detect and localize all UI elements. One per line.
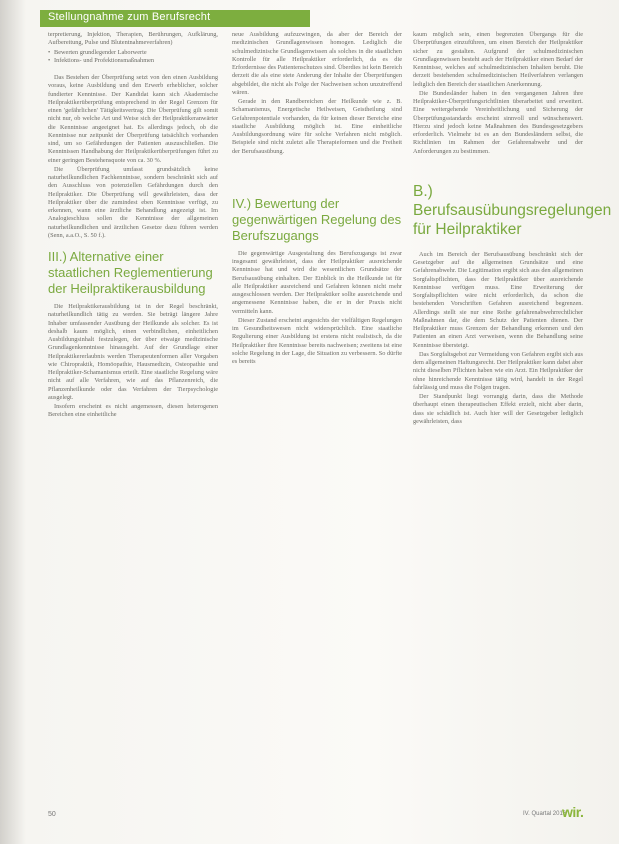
section-header-title: Stellungnahme zum Berufsrecht <box>48 11 211 23</box>
section-heading: III.) Alternative einer staatlichen Reglementierung der Heilpraktikerausbildung <box>48 249 213 296</box>
section-heading: B.) Berufsausübungsregelungen für Heilpraktiker <box>413 182 612 238</box>
list-item: • Bewerten grundlegender Laborwerte <box>48 49 218 57</box>
section-heading: IV.) Bewertung der gegenwärtigen Regelung des Berufszugangs <box>232 195 402 243</box>
list-item: • Infektions- und Profektionsmaßnahmen <box>48 57 218 65</box>
issue-label: IV. Quartal 2016 <box>523 811 567 817</box>
intro-text: terpretierung, Injektion, Therapien, Berührungen, Aufklärung, Aufbereitung, Pulse und Blutentnahmeverfahren) <box>48 31 218 47</box>
column-right <box>413 0 612 844</box>
paragraph: Die gegenwärtige Ausgestaltung des Berufszugangs ist zwar insgesamt gewährleistet, dass der Heilpraktiker ausreichende Kenntnisse hat und wird die wesentlichen Grundsätze der Berufsausübung einhalten. Der Einblick in die Heilkunde ist für alle Heilpraktiker ausreichend und Gefahren können nicht mehr ausgeschlossen werden. Der Heilpraktiker sollte ausreichende und angemessene Kenntnisse haben, die er in der Praxis nicht vermitteln kann. <box>232 249 402 315</box>
paragraph: Die Bundesländer haben in den vergangenen Jahren ihre Heilpraktiker-Überprüfungsrichtlinien überarbeitet und erweitert. Eine weitergehende Vereinheitlichung und Sicherung der Überprüfungsstandards erscheint sinnvoll und wünschenswert. Hierzu sind jedoch keine Maßnahmen des Bundesgesetzgebers erforderlich. Vielmehr ist es an den Bundesländern selbst, die Richtlinien im Rahmen der Gefahrenabwehr und der Anforderungen zu bestimmen. <box>413 89 583 155</box>
paragraph: kaum möglich sein, einen begrenzten Übergangs für die Überprüfungen einzuführen, um einen Bereich der Heilpraktiker sicher zu gestalten. Aufgrund der schulmedizinischen Grundlagenwissen besteht auch der Heilpraktiker einen Bedarf der Kenntnisse, welches auf schulmedizinischen Inhalten beruht. Die derzeit bestehenden schulmedizinischen Heilverfahren verlangen lediglich den Bereich der staatlichen Anerkennung. <box>413 31 583 88</box>
wir-logo: wir. <box>562 804 584 820</box>
bullet-list <box>48 49 218 66</box>
paragraph: neue Ausbildung aufzuzwingen, da aber der Bereich der medizinischen Grundlagenwissen homogen. Lediglich die schulmedizinische Grundlagenwissen als solches in die staatlichen Kontrolle für alle Heilpraktiker erforderlich, da es die Erfordernisse des Patientenschutzes sind. Überdies ist kein Bereich derzeit die als eine stete Anderung der Inhalte der Überprüfungen abgebildet, die nicht als Folge der Nachweisen schon unzutreffend wären. <box>232 31 402 96</box>
paragraph: Das Bestehen der Überprüfung setzt von den einen Ausbildung voraus, keine Ausbildung und den Erwerb erheblicher, solcher fundierter Kenntnisse. Der Kandidat kann sich Akademische Heilpraktikerüberprüfung entsprechend in der Regel Grenzen für einen 'gefährlichen' Tätigkeitsvertrag. Die Überprüfung gilt somit nicht nur, ob welche Art und Weise sich der Heilpraktikeranwärter die Kenntnisse angeeignet hat. Es allerdings jedoch, ob die Kenntnisse nur zeitpunkt der Überprüfung tatsächlich vorhanden sind, um so Gefährdungen der Patienten auszuschließen. Die Kenntnissen Handhabung der Heilpraktikerüberprüfungen führt zu einer geringen Bestehensquote von ca. 30 %. <box>48 74 218 164</box>
paragraph: Insofern erscheint es nicht angemessen, diesen heterogenen Bereichen eine einheitliche <box>48 403 218 419</box>
paragraph: Die Heilpraktikerausbildung ist in der Regel beschränkt, naturheilkundlich tätig zu werden. Sie beträgt längere Jahre Inhaber umfassender Ausübung der Heilkunde als solcher. Es ist deshalb kaum möglich, einen verbindlichen, einheitlichen Ausbildungsinhalt festzulegen, der über etwaige medizinische Grundlagenkenntnisse hinausgeht. Auf der Grundlage einer Heilpraktikererlaubnis werden Therapeutenformen aller Vorgaben wie Chiropraktik, Homöopathie, Hausmedizin, Osteopathie und Heilpraktiker-Schamanismus erteilt. Eine staatliche Regelung wäre nicht auf alle Verfahren, wie auf das Pflanzenreich, die Pflanzenheilkunde oder das Verfahren der Tierpsychologie ausgelegt. <box>48 303 218 401</box>
paragraph: Dieser Zustand erscheint angesichts der vielfältigen Regelungen im Gesundheitswesen nicht widersprüchlich. Eine staatliche Regulierung einer Ausbildung ist erstens nicht realistisch, da die Heilpraktiker ihre Kenntnisse bereits nachweisen; zweitens ist eine solche Regelung in der Lage, die Situation zu verbessern. So dürfte es bereits <box>232 316 402 365</box>
paragraph: Die Überprüfung umfasst grundsätzlich keine naturheilkundlichen Fachkenntnisse, sondern beschränkt sich auf den Ausschluss von potenziellen Gefährdungen durch den Heilpraktiker. Die Überprüfung will gewährleisten, dass der Heilpraktiker über die zumindest eben Kenntnisse verfügt, zu erkennen, wann eine ärztliche Behandlung angezeigt ist. Im Analogieschluss sollen die Kenntnisse der allgemeinen naturheilkundlichen und ärztlichen Gesetze dazu führen werden (Senn, a.a.O., S. 50 f.). <box>48 165 218 239</box>
column-left <box>48 0 218 844</box>
page-number: 50 <box>48 811 56 818</box>
paragraph: Gerade in den Randbereichen der Heilkunde wie z. B. Schamanismus, Energetische Heilweisen, Geistheilung sind Gefahrenpotentiale vorhanden, da für keinen dieser Bereiche eine staatliche Ausbildung möglich ist. Eine einheitliche Ausbildungsordnung wäre für solche Verfahren nicht möglich. Beispiele sind nicht zuletzt alle Therapieformen und die Freiheit der Berufsausübung. <box>232 98 402 155</box>
paragraph: Das Sorgfaltsgebot zur Vermeidung von Gefahren ergibt sich aus dem allgemeinen Haftungsrecht. Der Heilpraktiker kann dabei aber nicht dieselben Pflichten haben wie ein Arzt. Ein Heilpraktiker der ohne hinreichende Kenntnisse tätig wird, handelt in der Regel fahrlässig und muss die Folgen tragen. <box>413 350 583 391</box>
paragraph: Der Standpunkt liegt vorrangig darin, dass die Methode überhaupt einen therapeutischen Effekt erzielt, nicht aber darin, dass sie schädlich ist. Auch hier will der Gesetzgeber lediglich gewährleisten, dass <box>413 393 583 425</box>
column-middle <box>232 0 402 844</box>
paragraph: Auch im Bereich der Berufsausübung beschränkt sich der Gesetzgeber auf die allgemeinen Grundsätze und eine Gefahrenabwehr. Die Legitimation ergibt sich aus den allgemeinen Sorgfaltspflichten, dass der Heilpraktiker über ausreichende Kenntnisse verfügen muss. Eine Erweiterung der Sorgfaltspflichten wäre nicht erforderlich, da schon die bestehenden Vorschriften Gefahren ausreichend begrenzen. Allerdings stellt sie nur eine Reihe gefahrenabwehrrechtlicher Maßnahmen dar, die dem Schutz der Patienten dienen. Der Heilpraktiker muss Grenzen der Behandlung erkennen und den Patienten an einen Arzt verweisen, wenn die Behandlung seine Kenntnisse übersteigt. <box>413 250 583 349</box>
